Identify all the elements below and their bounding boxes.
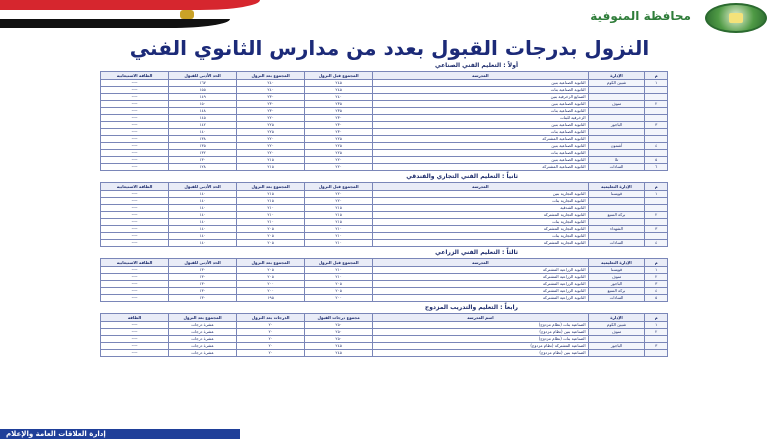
table-row (101, 108, 668, 115)
table-row (101, 350, 668, 357)
table-cell (645, 205, 668, 212)
table-cell: ٢٠٥ (237, 226, 305, 233)
governorate-name: محافظة المنوفية (590, 9, 691, 23)
table-cell (588, 350, 645, 357)
table-cell (588, 87, 645, 94)
column-header: م (645, 72, 668, 80)
table-cell: ٢١٠ (237, 205, 305, 212)
table-cell: ٢٠٥ (237, 267, 305, 274)
table-cell (588, 129, 645, 136)
table-cell: عشرة درجات (169, 336, 237, 343)
table-cell (588, 136, 645, 143)
table-cell: ١٥٠ (169, 101, 237, 108)
table-cell: الثانوية الزراعية المشتركة (373, 288, 588, 295)
table-cell: الثانوية التجارية المشتركة (373, 240, 588, 247)
table-cell: ٢٢٥ (305, 136, 373, 143)
table-cell: ---- (101, 115, 169, 122)
table-cell: ٥ (645, 157, 668, 164)
table-cell: ---- (101, 122, 169, 129)
table-cell: الصناعية بنات (نظام مزدوج) (373, 336, 588, 343)
column-header: الحد الأدنى للقبول (169, 183, 237, 191)
table-cell: ١٤٠ (169, 212, 237, 219)
table-cell: ١٤٠ (169, 226, 237, 233)
table-cell: ---- (101, 233, 169, 240)
table-cell: الثانوية التجارية المشتركة (373, 212, 588, 219)
table-cell: ---- (101, 226, 169, 233)
table-cell: قويسنا (588, 191, 645, 198)
table-cell: السادات (588, 164, 645, 171)
column-header: المجموع بعد النزول (237, 183, 305, 191)
table-row (101, 205, 668, 212)
table-cell: ٢٠٠ (237, 288, 305, 295)
table-cell: ٢٢٠ (305, 164, 373, 171)
table-cell: ١٣٠ (169, 157, 237, 164)
section-title: رابعاً : التعليم والتدريب المزدوج (424, 304, 518, 311)
table-cell: ---- (101, 87, 169, 94)
table-cell: ٢٠٥ (237, 240, 305, 247)
table-cell: ٢٢٥ (305, 150, 373, 157)
table-cell: ١٤٠ (169, 240, 237, 247)
column-header: مجموع درجات القبول (305, 314, 373, 322)
section-title: ثالثاً : التعليم الفني الزراعي (435, 249, 518, 256)
document-body (100, 60, 668, 357)
table-cell (645, 129, 668, 136)
column-header: المدرسة (373, 72, 588, 80)
table-cell: قويسنا (588, 267, 645, 274)
table-cell: ---- (101, 219, 169, 226)
table-cell: ---- (101, 281, 169, 288)
table-cell: ٢٢٠ (305, 191, 373, 198)
table-row (101, 136, 668, 143)
column-header: الطاقة (101, 314, 169, 322)
table-cell: ٢٣٥ (305, 101, 373, 108)
table-cell: ١٤٠ (169, 191, 237, 198)
table-row (101, 274, 668, 281)
table-row (101, 122, 668, 129)
table-cell: الثانوية الصناعية بنين (373, 80, 588, 87)
table-cell (588, 233, 645, 240)
table-row (101, 281, 668, 288)
table-cell: الثانوية التجارية بنات (373, 233, 588, 240)
table-cell: ٢ (645, 101, 668, 108)
table-cell: ٢٠ (237, 350, 305, 357)
table-cell (645, 233, 668, 240)
table-row (101, 115, 668, 122)
table-cell: ٢٣٠ (237, 94, 305, 101)
column-header: م (645, 183, 668, 191)
table-row (101, 295, 668, 302)
table-cell: ٤ (645, 240, 668, 247)
table-cell (645, 115, 668, 122)
table-cell: ٢٤٠ (305, 94, 373, 101)
table-cell: الثانوية الزراعية المشتركة (373, 295, 588, 302)
table-cell: ٢٣٠ (237, 101, 305, 108)
table-cell (645, 219, 668, 226)
table-cell (588, 198, 645, 205)
column-header: الطاقة الاستيعابية (101, 259, 169, 267)
table-cell: ٢٠ (237, 336, 305, 343)
table-cell: ١٤٠ (169, 219, 237, 226)
table-cell: ٢٢٠ (237, 143, 305, 150)
table-cell: ١٥٥ (169, 87, 237, 94)
table-cell (588, 219, 645, 226)
table-cell: ١ (645, 322, 668, 329)
table-cell: ١٣٥ (169, 143, 237, 150)
table-cell: منوف (588, 274, 645, 281)
flag-red-stripe (0, 0, 260, 10)
column-header: اسم المدرسة (373, 314, 588, 322)
table-cell: ٢٢٥ (237, 122, 305, 129)
table-cell (645, 94, 668, 101)
table-cell: الصناعية بنين (نظام مزدوج) (373, 350, 588, 357)
table-cell: ٢٠٥ (237, 233, 305, 240)
table-row (101, 157, 668, 164)
table-cell: ٢٠ (237, 322, 305, 329)
column-header: م (645, 259, 668, 267)
table-cell: ١٤٠ (169, 233, 237, 240)
table-cell: ١٩٥ (237, 295, 305, 302)
table-cell: ٢٢٠ (305, 157, 373, 164)
table-cell: ١٣٠ (169, 281, 237, 288)
table-cell: ٢٤٠ (237, 80, 305, 87)
table-cell: ٢٠٥ (237, 274, 305, 281)
column-header: الإدارة التعليمية (588, 183, 645, 191)
table-cell: الثانوية الزراعية المشتركة (373, 274, 588, 281)
table-cell: ٦ (645, 164, 668, 171)
table-cell: الثانوية الصناعية بنات (373, 108, 588, 115)
table-cell: ٢٢٠ (237, 136, 305, 143)
section-title: أولاً : التعليم الفني الصناعي (435, 62, 518, 69)
table-cell: ٢٣٠ (237, 108, 305, 115)
table-header-row (101, 72, 668, 80)
table-cell: ٢٢٥ (237, 129, 305, 136)
table-row (101, 87, 668, 94)
table-cell: ---- (101, 322, 169, 329)
table-cell: الثانوية الزراعية المشتركة (373, 281, 588, 288)
table-cell: ٢١٠ (237, 219, 305, 226)
table-cell (588, 94, 645, 101)
table-cell: ---- (101, 108, 169, 115)
table-cell: ---- (101, 336, 169, 343)
eagle-emblem-icon (180, 10, 194, 19)
table-cell: بركة السبع (588, 212, 645, 219)
table-cell: ١٦٧ (169, 80, 237, 87)
table-cell: ١٤٢ (169, 122, 237, 129)
table-cell (588, 115, 645, 122)
table-cell (645, 336, 668, 343)
table-cell: الصناعية بنات (نظام مزدوج) (373, 322, 588, 329)
column-header: المجموع قبل النزول (305, 183, 373, 191)
table-cell: الصناعية المشتركة (نظام مزدوج) (373, 343, 588, 350)
table-cell: ١٣٠ (169, 288, 237, 295)
table-cell: ٢٢٠ (305, 198, 373, 205)
table-cell: ٥ (645, 295, 668, 302)
table-cell: ٢٣٠ (305, 115, 373, 122)
column-header: المجموع قبل النزول (305, 72, 373, 80)
table-cell: ٢١٥ (305, 219, 373, 226)
table-cell: ٢ (645, 274, 668, 281)
table-cell: ---- (101, 143, 169, 150)
table-cell: الثانوية الصناعية بنين (373, 157, 588, 164)
table-row (101, 129, 668, 136)
table-cell: الباجور (588, 281, 645, 288)
table-cell: الزخرفية للبنات (373, 115, 588, 122)
table-cell (645, 136, 668, 143)
table-cell: ٣ (645, 343, 668, 350)
results-table (100, 71, 668, 171)
table-cell: ٢٥٠ (305, 329, 373, 336)
table-cell: ---- (101, 129, 169, 136)
table-row (101, 212, 668, 219)
table-row (101, 198, 668, 205)
column-header: المدرسة (373, 259, 588, 267)
table-cell: ---- (101, 329, 169, 336)
table-cell (645, 198, 668, 205)
table-cell: ٢٠٠ (305, 295, 373, 302)
table-row (101, 226, 668, 233)
table-cell: ---- (101, 101, 169, 108)
table-cell: ---- (101, 267, 169, 274)
table-cell (645, 350, 668, 357)
table-cell: ٢١٠ (305, 233, 373, 240)
table-cell: الثانوية الصناعية بنات (373, 150, 588, 157)
table-cell: ---- (101, 274, 169, 281)
table-cell: ٢٣٥ (305, 108, 373, 115)
table-cell: الشهداء (588, 226, 645, 233)
table-cell: الثانوية التجارية بنات (373, 198, 588, 205)
column-header: المدرسة (373, 183, 588, 191)
column-header: المجموع بعد النزول (169, 314, 237, 322)
table-cell: ---- (101, 288, 169, 295)
table-cell: عشرة درجات (169, 343, 237, 350)
table-cell: عشرة درجات (169, 329, 237, 336)
table-cell: ٤ (645, 288, 668, 295)
table-cell: ٣ (645, 122, 668, 129)
table-cell: ١ (645, 80, 668, 87)
column-header: الحد الأدنى للقبول (169, 72, 237, 80)
table-cell: ٢١٠ (305, 267, 373, 274)
flag-white-stripe (0, 10, 245, 19)
table-header-row (101, 183, 668, 191)
table-row (101, 240, 668, 247)
table-cell: ٢٠٠ (237, 281, 305, 288)
table-cell: ---- (101, 150, 169, 157)
table-row (101, 219, 668, 226)
column-header: الدرجات بعد النزول (237, 314, 305, 322)
table-row (101, 336, 668, 343)
table-cell: ١٣٠ (169, 295, 237, 302)
table-cell: ١٣٠ (169, 274, 237, 281)
table-cell: ---- (101, 350, 169, 357)
table-cell: الثانوية الزراعية المشتركة (373, 267, 588, 274)
table-cell: ٢٢٠ (237, 115, 305, 122)
table-cell: الثانوية التجارية بنات (373, 219, 588, 226)
table-cell: ١٣٢ (169, 150, 237, 157)
table-cell: ---- (101, 136, 169, 143)
table-cell: الثانوية الصناعية بنين (373, 143, 588, 150)
table-cell: ٢٢٥ (305, 143, 373, 150)
table-cell: منوف (588, 329, 645, 336)
table-row (101, 343, 668, 350)
results-table (100, 313, 668, 357)
table-cell: الثانوية الصناعية بنين (373, 101, 588, 108)
table-cell: ١٢٨ (169, 164, 237, 171)
table-cell: ---- (101, 164, 169, 171)
table-cell: تلا (588, 157, 645, 164)
table-cell: السادات (588, 240, 645, 247)
table-cell: السادات (588, 295, 645, 302)
table-cell: أشمون (588, 143, 645, 150)
table-cell: ٢١٥ (305, 205, 373, 212)
table-cell: الصناعية بنين (نظام مزدوج) (373, 329, 588, 336)
table-cell: ٢١٠ (237, 212, 305, 219)
table-row (101, 233, 668, 240)
table-cell: ٤ (645, 143, 668, 150)
table-row (101, 80, 668, 87)
table-row (101, 191, 668, 198)
table-row (101, 329, 668, 336)
table-cell: ١٤٨ (169, 108, 237, 115)
table-cell: ---- (101, 343, 169, 350)
table-cell: ٢٣٠ (305, 129, 373, 136)
table-cell: ٢١٠ (305, 226, 373, 233)
governorate-logo-icon (705, 3, 767, 33)
column-header: الحد الأدنى للقبول (169, 259, 237, 267)
table-cell: الثانوية الصناعية المشتركة (373, 136, 588, 143)
table-cell: شبين الكوم (588, 322, 645, 329)
table-cell: شبين الكوم (588, 80, 645, 87)
table-cell: الثانوية الصناعية المشتركة (373, 164, 588, 171)
table-cell: الثانوية الفندقية (373, 205, 588, 212)
table-cell: الثانوية الصناعية بنات (373, 87, 588, 94)
table-cell: ١ (645, 267, 668, 274)
table-cell: ٢٤٠ (237, 87, 305, 94)
table-cell: ٢١٥ (237, 164, 305, 171)
table-cell: ٢٠ (237, 329, 305, 336)
table-cell: ١٤٥ (169, 115, 237, 122)
table-cell: منوف (588, 101, 645, 108)
table-cell: ١٤٩ (169, 94, 237, 101)
table-cell (588, 150, 645, 157)
table-cell: ٢٤٥ (305, 87, 373, 94)
table-row (101, 94, 668, 101)
table-row (101, 288, 668, 295)
footer-text: إدارة العلاقات العامة والإعلام (6, 430, 106, 438)
table-cell: ٢١٥ (237, 157, 305, 164)
column-header: المجموع بعد النزول (237, 259, 305, 267)
table-cell: الباجور (588, 122, 645, 129)
table-cell: ٣ (645, 281, 668, 288)
table-cell: ٢٥٠ (305, 322, 373, 329)
table-cell: ٢١٠ (305, 274, 373, 281)
table-cell: ٢ (645, 212, 668, 219)
table-cell: ٣ (645, 226, 668, 233)
table-cell: ٢٠ (237, 343, 305, 350)
table-header-row (101, 314, 668, 322)
table-cell: ٢٠٥ (305, 288, 373, 295)
table-cell: ٢٠٥ (305, 281, 373, 288)
results-table (100, 182, 668, 247)
column-header: المجموع قبل النزول (305, 259, 373, 267)
table-cell: ٢٥٠ (305, 336, 373, 343)
table-cell: عشرة درجات (169, 350, 237, 357)
table-cell (645, 87, 668, 94)
table-cell: ٢ (645, 329, 668, 336)
column-header: الطاقة الاستيعابية (101, 183, 169, 191)
table-cell: ١٣٨ (169, 136, 237, 143)
column-header: م (645, 314, 668, 322)
table-row (101, 150, 668, 157)
egypt-flag-ribbon (0, 0, 260, 28)
table-cell: ٢١٥ (237, 191, 305, 198)
table-cell: الباجور (588, 343, 645, 350)
table-cell (645, 150, 668, 157)
table-cell: ١ (645, 191, 668, 198)
table-cell: ٢٣٠ (305, 122, 373, 129)
table-cell: ٢٤٥ (305, 80, 373, 87)
table-cell: ١٤٠ (169, 205, 237, 212)
table-row (101, 267, 668, 274)
results-table (100, 258, 668, 302)
table-cell: الثانوية الصناعية بنين (373, 122, 588, 129)
table-cell: ٢٤٥ (305, 343, 373, 350)
table-cell (588, 108, 645, 115)
table-cell: الثانوية التجارية المشتركة (373, 226, 588, 233)
table-cell: ---- (101, 80, 169, 87)
column-header: الطاقة الاستيعابية (101, 72, 169, 80)
table-cell: ٢١٥ (237, 198, 305, 205)
table-row (101, 322, 668, 329)
table-cell: بركة السبع (588, 288, 645, 295)
table-cell: ٢٢٠ (237, 150, 305, 157)
table-cell: ---- (101, 295, 169, 302)
column-header: الإدارة (588, 72, 645, 80)
table-cell (588, 205, 645, 212)
table-cell: الثانوية الصناعية بنات (373, 129, 588, 136)
table-cell: ---- (101, 157, 169, 164)
column-header: الإدارة (588, 314, 645, 322)
column-header: المجموع بعد النزول (237, 72, 305, 80)
section-title: ثانياً : التعليم الفني التجاري والفندقي (406, 173, 518, 180)
table-cell: ---- (101, 205, 169, 212)
table-header-row (101, 259, 668, 267)
table-row (101, 164, 668, 171)
table-cell: ١٤٠ (169, 198, 237, 205)
flag-black-stripe (0, 19, 230, 28)
table-cell: الثانوية التجارية بنين (373, 191, 588, 198)
table-cell: ---- (101, 240, 169, 247)
table-cell (645, 108, 668, 115)
table-cell: ---- (101, 212, 169, 219)
table-cell: ١٤٠ (169, 129, 237, 136)
table-row (101, 143, 668, 150)
table-cell: ١٣٠ (169, 267, 237, 274)
page-title: النزول بدرجات القبول بعدد من مدارس الثانوي الفني (129, 36, 650, 60)
table-cell: ٢٤٥ (305, 350, 373, 357)
table-row (101, 101, 668, 108)
table-cell (588, 336, 645, 343)
footer-bar (0, 429, 240, 439)
table-cell: ---- (101, 94, 169, 101)
table-cell: ---- (101, 198, 169, 205)
table-cell: ٢١٥ (305, 212, 373, 219)
table-cell: ٢١٠ (305, 240, 373, 247)
table-cell: الصنايع الزخرفية بنين (373, 94, 588, 101)
table-cell: عشرة درجات (169, 322, 237, 329)
table-cell: ---- (101, 191, 169, 198)
column-header: الإدارة التعليمية (588, 259, 645, 267)
